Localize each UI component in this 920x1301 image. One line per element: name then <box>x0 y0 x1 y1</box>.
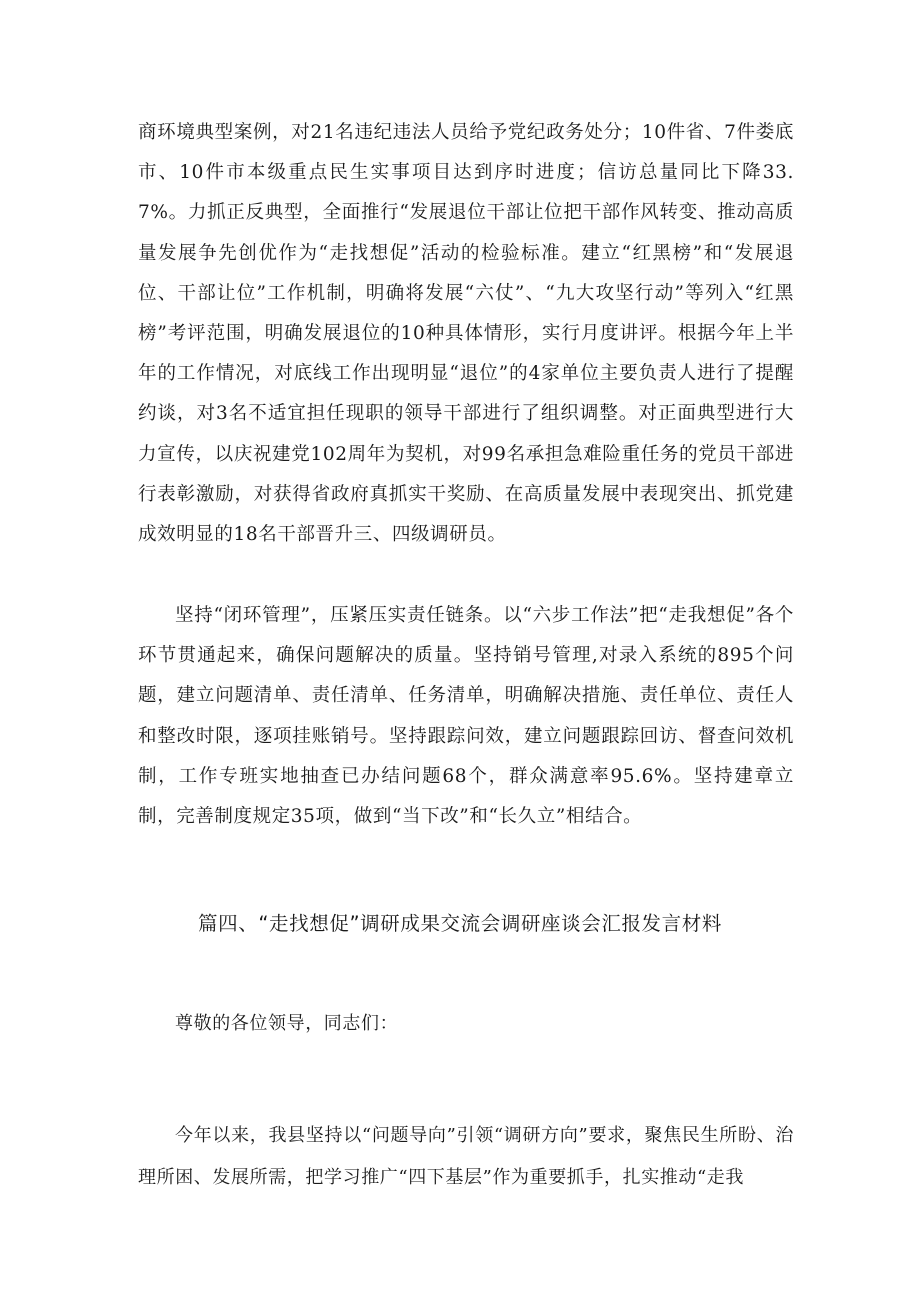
section-heading: 篇四、“走找想促”调研成果交流会调研座谈会汇报发言材料 <box>198 912 722 935</box>
body-paragraph-3: 今年以来，我县坚持以“问题导向”引领“调研方向”要求，聚焦民生所盼、治理所困、发展所需，把学习推广“四下基层”作为重要抓手，扎实推动“走我 <box>138 1125 794 1188</box>
body-paragraph-2: 坚持“闭环管理”，压紧压实责任链条。以“六步工作法”把“走我想促”各个环节贯通起来，确保问题解决的质量。坚持销号管理,对录入系统的895个问题，建立问题清单、责任清单、任务清单，明确解决措施、责任单位、责任人和整改时限，逐项挂账销号。坚持跟踪问效，建立问题跟踪回访、督查问效机制，工作专班实地抽查已办结问题68个，群众满意率95.6%。坚持建章立制，完善制度规定35项，做到“当下改”和“长久立”相结合。 <box>138 605 794 828</box>
body-paragraph-1: 商环境典型案例，对21名违纪违法人员给予党纪政务处分；10件省、7件娄底市、10件市本级重点民生实事项目达到序时进度；信访总量同比下降33.7%。力抓正反典型，全面推行“发展退位干部让位把干部作风转变、推动高质量发展争先创优作为“走找想促”活动的检验标准。建立“红黑榜”和“发展退位、干部让位”工作机制，明确将发展“六仗”、“九大攻坚行动”等列入“红黑榜”考评范围，明确发展退位的10种具体情形，实行月度讲评。根据今年上半年的工作情况，对底线工作出现明显“退位”的4家单位主要负责人进行了提醒约谈，对3名不适宜担任现职的领导干部进行了组织调整。对正面典型进行大力宣传，以庆祝建党102周年为契机，对99名承担急难险重任务的党员干部进行表彰激励，对获得省政府真抓实干奖励、在高质量发展中表现突出、抓党建成效明显的18名干部晋升三、四级调研员。 <box>138 122 794 546</box>
salutation: 尊敬的各位领导，同志们： <box>175 1013 399 1034</box>
